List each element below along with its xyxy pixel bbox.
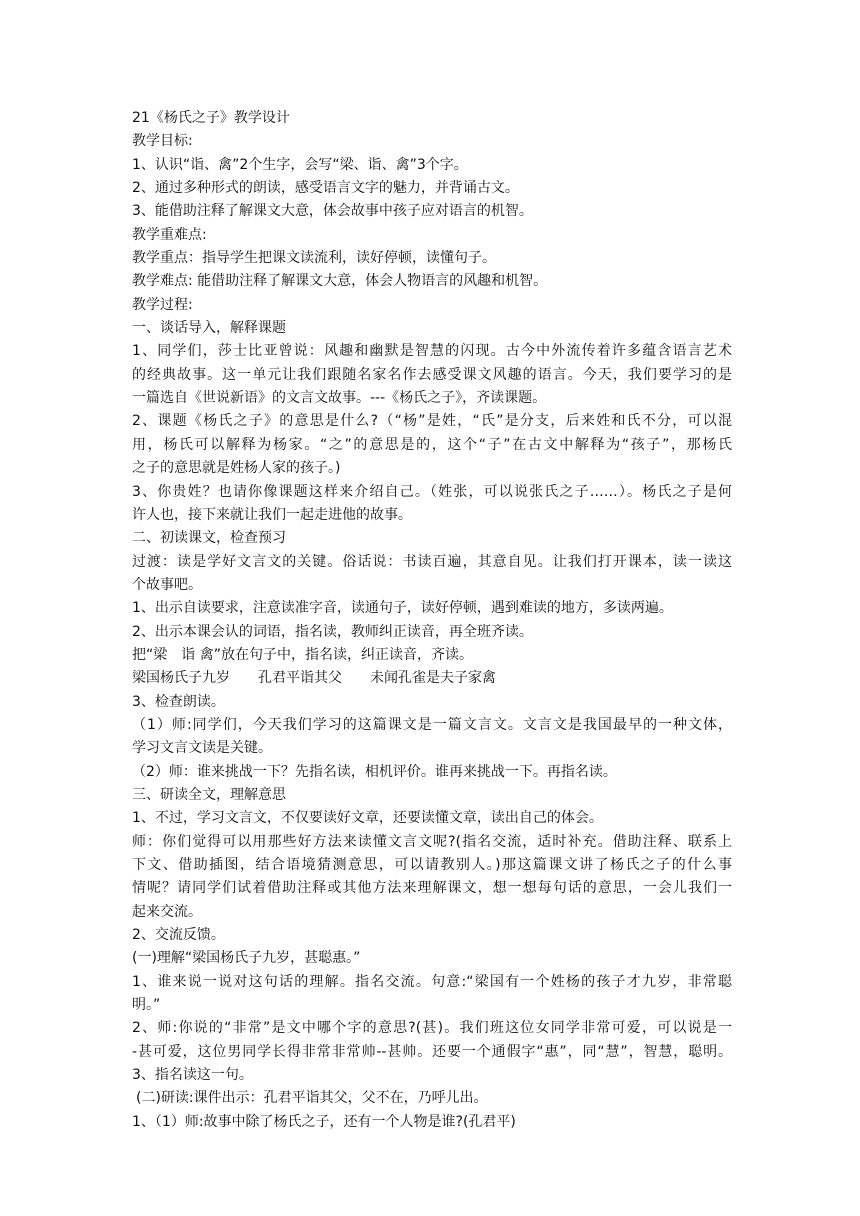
text-line: -甚可爱，这位男同学长得非常非常帅--甚帅。还要一个通假字“惠”，同“慧”，智慧，聪明。 xyxy=(132,1043,732,1060)
text-line: 过渡：读是学好文言文的关键。俗话说：书读百遍，其意自见。让我们打开课本，读一读这 xyxy=(132,553,732,570)
text-line: 之子的意思就是姓杨人家的孩子。) xyxy=(132,460,341,477)
text-line: 用，杨氏可以解释为杨家。“之”的意思是的，这个“子”在古文中解释为“孩子”，那杨氏 xyxy=(132,436,732,453)
text-line: 情呢？请同学们试着借助注释或其他方法来理解课文，想一想每句话的意思，一会儿我们一 xyxy=(132,880,732,897)
text-line: 2、课题《杨氏之子》的意思是什么?（“杨”是姓，“氏”是分支，后来姓和氏不分，可以混 xyxy=(132,413,732,430)
text-line: 1、（1）师:故事中除了杨氏之子，还有一个人物是谁?(孔君平) xyxy=(132,1113,516,1130)
document-body xyxy=(132,107,732,1134)
section-heading: 二、初读课文，检查预习 xyxy=(132,530,286,547)
text-line: 师：你们觉得可以用那些好方法来读懂文言文呢?(指名交流，适时补充。借助注释、联系上 xyxy=(132,833,732,850)
document-title: 21《杨氏之子》教学设计 xyxy=(132,110,290,126)
text-line: 3、能借助注释了解课文大意，体会故事中孩子应对语言的机智。 xyxy=(132,203,533,220)
text-line: 1、不过，学习文言文，不仅要读好文章，还要读懂文章，读出自己的体会。 xyxy=(132,810,603,827)
text-line: 2、通过多种形式的朗读，感受语言文字的魅力，并背诵古文。 xyxy=(132,180,519,197)
text-line: （2）师：谁来挑战一下？先指名读，相机评价。谁再来挑战一下。再指名读。 xyxy=(132,763,617,780)
text-line: 1、谁来说一说对这句话的理解。指名交流。句意:“梁国有一个姓杨的孩子才九岁，非常聪 xyxy=(132,973,732,990)
text-line: 起来交流。 xyxy=(132,903,202,920)
section-heading: 教学过程: xyxy=(132,296,193,313)
text-line: （1）师:同学们，今天我们学习的这篇课文是一篇文言文。文言文是我国最早的一种文体， xyxy=(132,716,732,733)
text-line: 一篇选自《世说新语》的文言文故事。---《杨氏之子》，齐读课题。 xyxy=(132,390,547,407)
text-line: 1、认识“诣、禽”2个生字，会写“梁、诣、禽”3个字。 xyxy=(132,156,468,173)
text-line: 明。” xyxy=(132,997,161,1014)
text-line: 梁国杨氏子九岁 孔君平诣其父 未闻孔雀是夫子家禽 xyxy=(132,670,496,687)
section-heading: 教学目标: xyxy=(132,133,193,150)
text-line: 2、交流反馈。 xyxy=(132,927,225,944)
text-line: 3、指名读这一句。 xyxy=(132,1067,253,1084)
text-line: 许人也，接下来就让我们一起走进他的故事。 xyxy=(132,506,412,523)
text-line: 3、你贵姓？也请你像课题这样来介绍自己。（姓张，可以说张氏之子……）。杨氏之子是何 xyxy=(132,483,732,500)
section-heading: 三、研读全文，理解意思 xyxy=(132,786,286,803)
text-line: (一)理解“梁国杨氏子九岁，甚聪惠。” xyxy=(132,950,361,967)
text-line: 1、出示自读要求，注意读准字音，读通句子，读好停顿，遇到难读的地方，多读两遍。 xyxy=(132,600,673,617)
text-line: (二)研读:课件出示：孔君平诣其父，父不在，乃呼儿出。 xyxy=(136,1090,488,1107)
text-line: 把“梁 诣 禽”放在句子中，指名读，纠正读音，齐读。 xyxy=(132,646,473,663)
text-line: 3、检查朗读。 xyxy=(132,693,225,710)
text-line: 2、出示本课会认的词语，指名读，教师纠正读音，再全班齐读。 xyxy=(132,623,533,640)
text-line: 的经典故事。这一单元让我们跟随名家名作去感受课文风趣的语言。今天，我们要学习的是 xyxy=(132,366,732,383)
text-line: 教学难点: 能借助注释了解课文大意，体会人物语言的风趣和机智。 xyxy=(132,273,548,290)
text-line: 学习文言文读是关键。 xyxy=(132,740,272,757)
text-line: 个故事吧。 xyxy=(132,576,202,593)
text-line: 2、师:你说的“非常”是文中哪个字的意思?(甚)。我们班这位女同学非常可爱，可以说是一 xyxy=(132,1020,732,1037)
text-line: 下文、借助插图，结合语境猜测意思，可以请教别人。)那这篇课文讲了杨氏之子的什么事 xyxy=(132,857,732,873)
section-heading: 教学重难点: xyxy=(132,226,207,243)
section-heading: 一、谈话导入，解释课题 xyxy=(132,320,286,337)
text-line: 1、同学们，莎士比亚曾说：风趣和幽默是智慧的闪现。古今中外流传着许多蕴含语言艺术 xyxy=(132,343,732,360)
text-line: 教学重点：指导学生把课文读流利，读好停顿，读懂句子。 xyxy=(132,250,496,267)
